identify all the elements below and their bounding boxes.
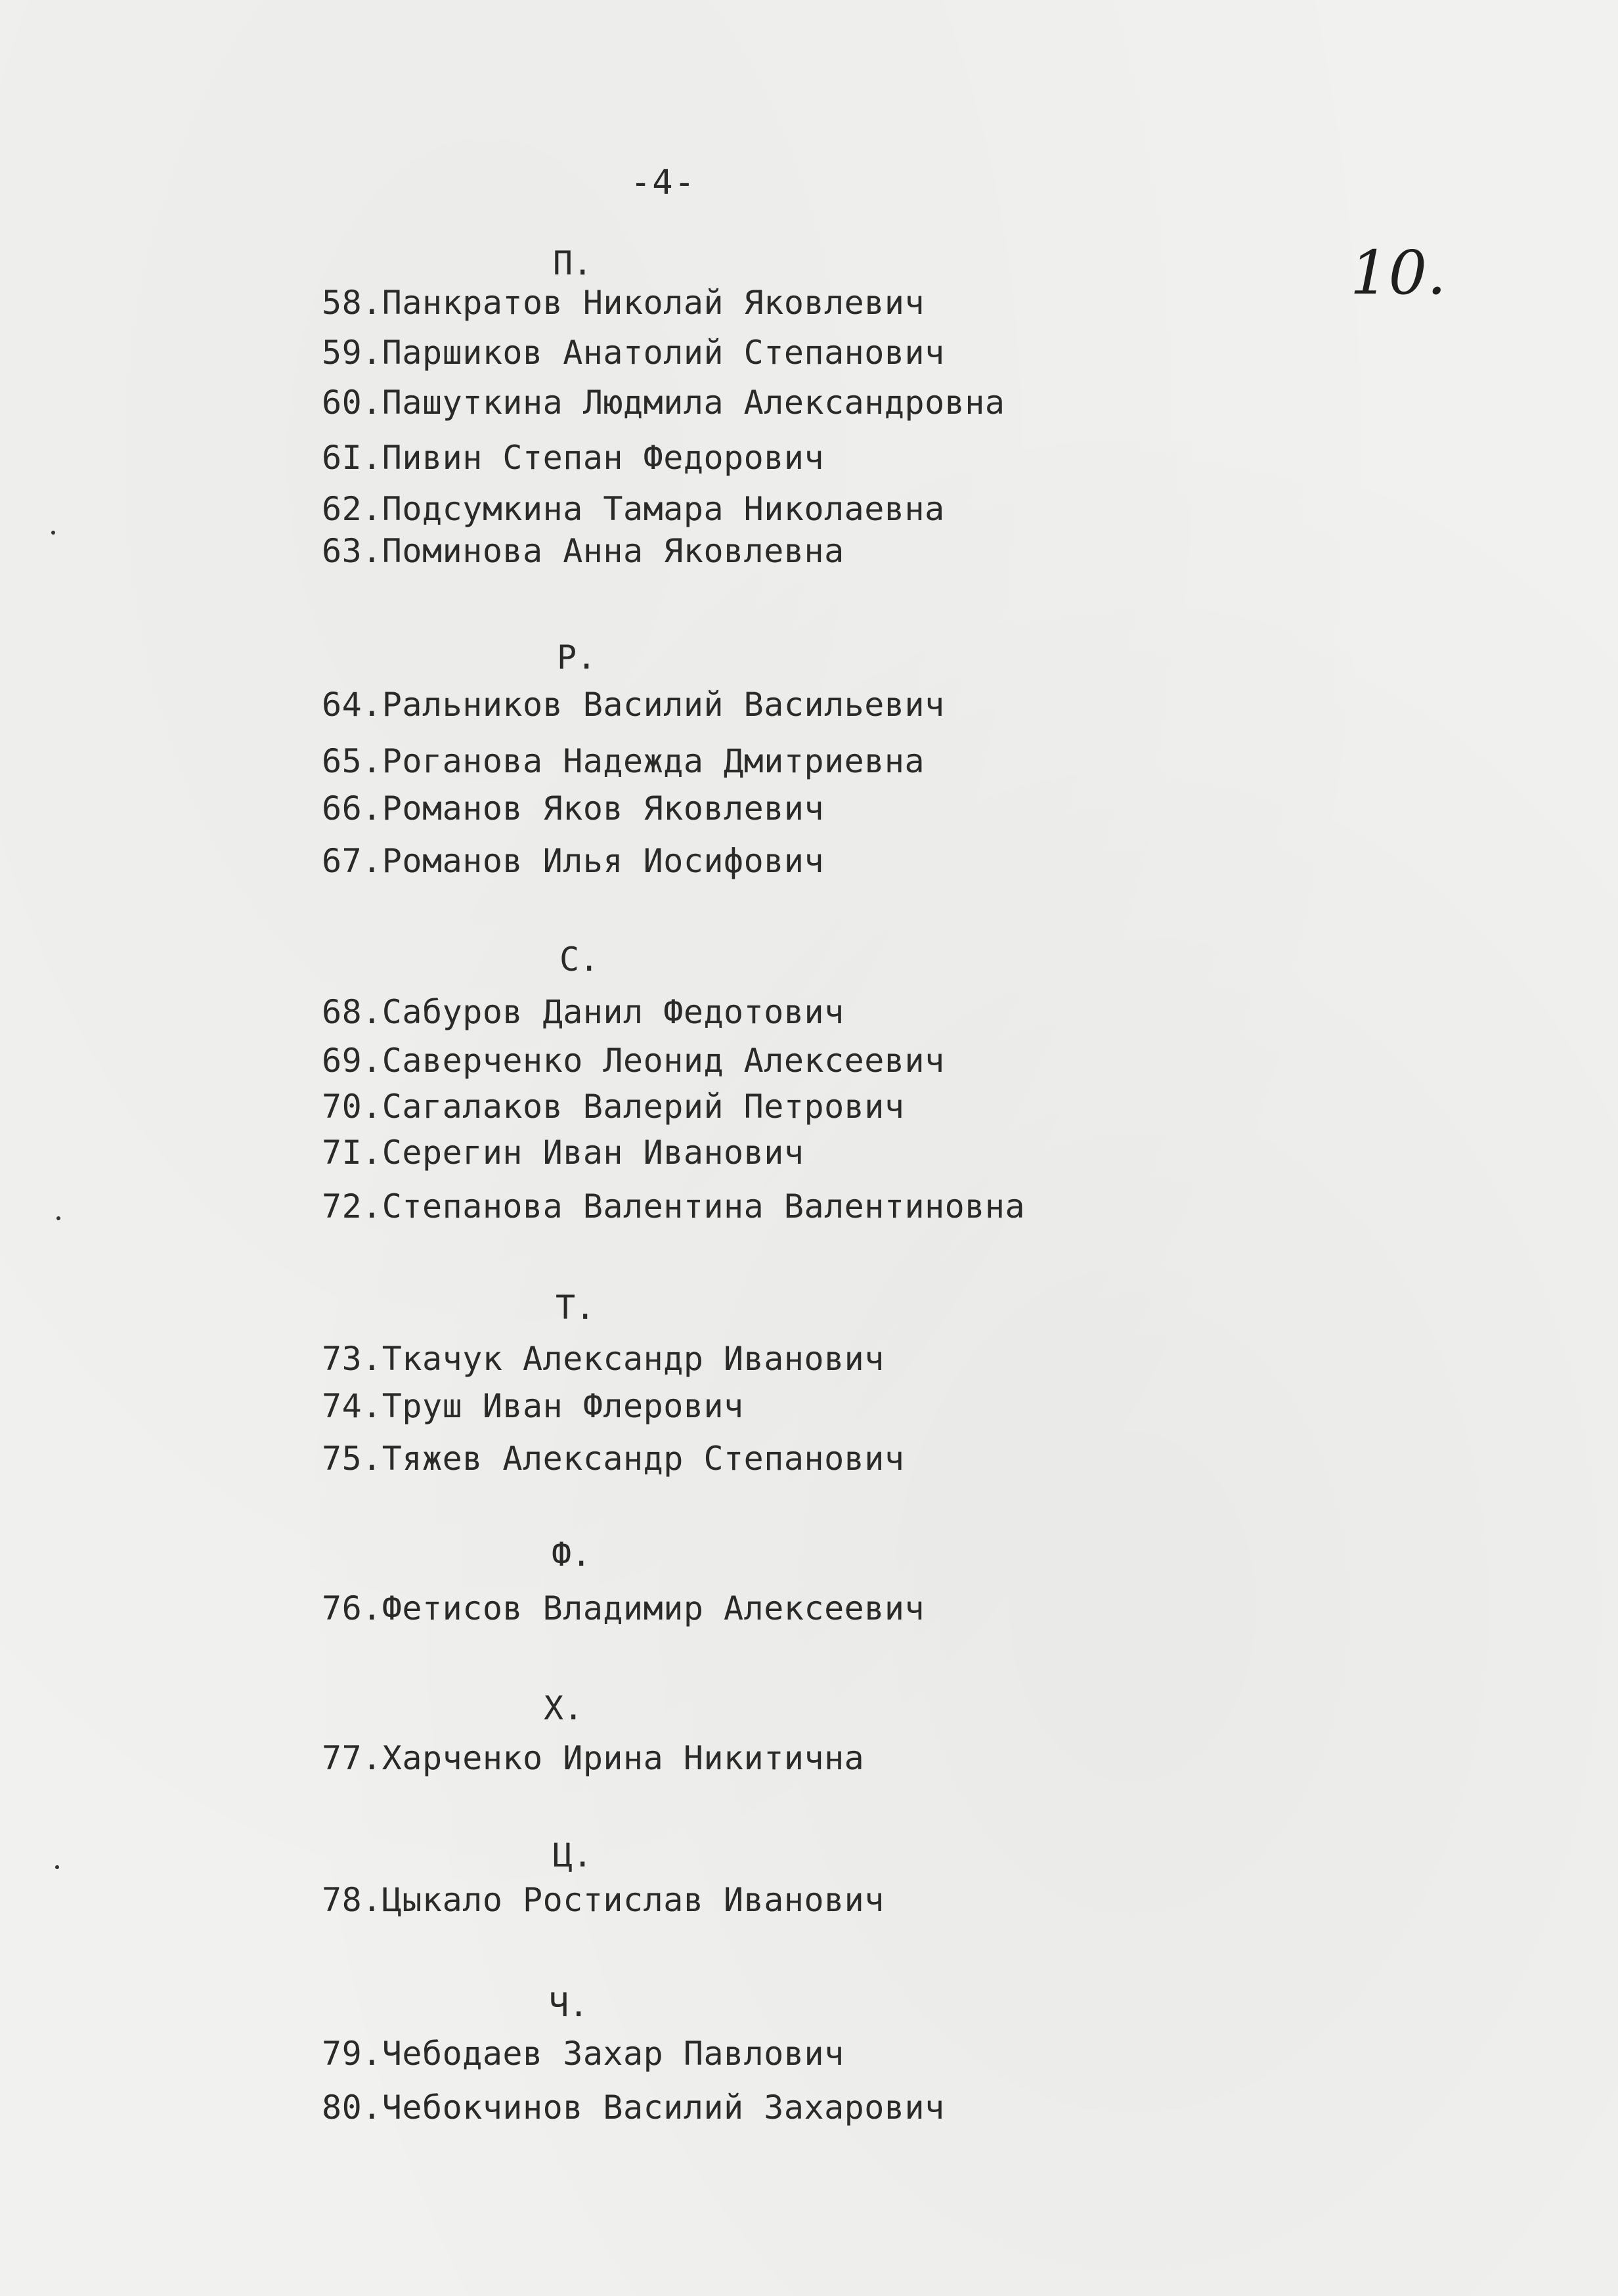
list-item: 76.Фетисов Владимир Алексеевич — [322, 1589, 925, 1627]
section-letter: Р. — [557, 638, 597, 676]
section-letter: Х. — [544, 1689, 584, 1727]
list-item: 58.Панкратов Николай Яковлевич — [322, 284, 925, 322]
list-item: 80.Чебокчинов Василий Захарович — [322, 2088, 945, 2127]
section-letter: Ф. — [552, 1535, 592, 1574]
list-item: 77.Харченко Ирина Никитична — [322, 1739, 865, 1777]
list-item: 68.Сабуров Данил Федотович — [322, 993, 844, 1031]
list-item: 75.Тяжев Александр Степанович — [322, 1440, 905, 1478]
list-item: 73.Ткачук Александр Иванович — [322, 1340, 885, 1378]
list-item: 63.Поминова Анна Яковлевна — [322, 532, 844, 570]
list-item: 7I.Серегин Иван Иванович — [322, 1134, 804, 1172]
scan-speck — [56, 1216, 60, 1220]
list-item: 78.Цыкало Ростислав Иванович — [322, 1881, 885, 1919]
list-item: 60.Пашуткина Людмила Александровна — [322, 384, 1005, 422]
list-item: 67.Романов Илья Иосифович — [322, 842, 825, 880]
list-item: 79.Чебодаев Захар Павлович — [322, 2035, 844, 2073]
scan-speck — [51, 531, 55, 535]
list-item: 70.Сагалаков Валерий Петрович — [322, 1088, 905, 1126]
page-number: -4- — [630, 163, 696, 202]
section-letter: Т. — [556, 1289, 596, 1327]
list-item: 74.Труш Иван Флерович — [322, 1387, 744, 1425]
list-item: 69.Саверченко Леонид Алексеевич — [322, 1042, 945, 1080]
list-item: 72.Степанова Валентина Валентиновна — [322, 1187, 1026, 1225]
handwritten-sheet-number: 10. — [1350, 238, 1447, 308]
section-letter: С. — [559, 940, 600, 979]
scan-speck — [55, 1865, 59, 1869]
list-item: 59.Паршиков Анатолий Степанович — [322, 334, 945, 372]
list-item: 62.Подсумкина Тамара Николаевна — [322, 490, 945, 528]
section-letter: Ч. — [549, 1986, 589, 2024]
list-item: 66.Романов Яков Яковлевич — [322, 789, 825, 828]
list-item: 6I.Пивин Степан Федорович — [322, 439, 825, 477]
list-item: 64.Ральников Василий Васильевич — [322, 686, 945, 724]
list-item: 65.Роганова Надежда Дмитриевна — [322, 742, 925, 780]
section-letter: Ц. — [553, 1836, 593, 1874]
section-letter: П. — [553, 244, 593, 282]
